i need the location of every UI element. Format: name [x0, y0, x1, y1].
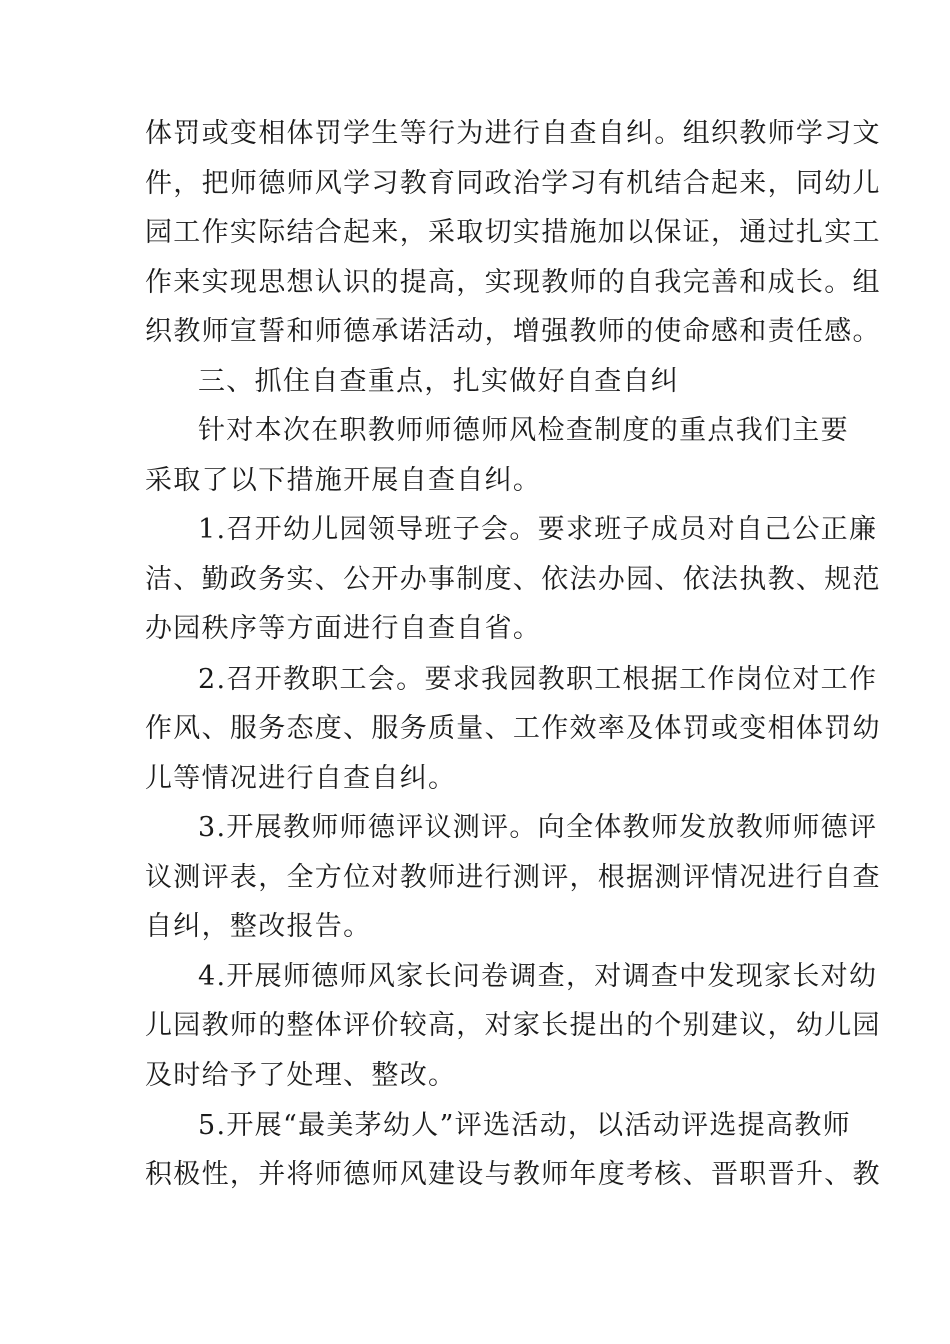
text-line: 洁、勤政务实、公开办事制度、依法办园、依法执教、规范	[145, 564, 881, 595]
text-line: 自纠，整改报告。	[145, 911, 372, 942]
text-line: 儿等情况进行自查自纠。	[145, 763, 457, 794]
text-line: 针对本次在职教师师德师风检查制度的重点我们主要	[198, 415, 849, 446]
list-item-3: 3.开展教师师德评议测评。向全体教师发放教师师德评	[198, 812, 878, 843]
text-line: 织教师宣誓和师德承诺活动，增强教师的使命感和责任感。	[145, 316, 881, 347]
list-item-1: 1.召开幼儿园领导班子会。要求班子成员对自己公正廉	[198, 514, 878, 545]
section-heading: 三、抓住自查重点，扎实做好自查自纠	[198, 366, 680, 397]
text-line: 作来实现思想认识的提高，实现教师的自我完善和成长。组	[145, 267, 881, 298]
text-line: 作风、服务态度、服务质量、工作效率及体罚或变相体罚幼	[145, 713, 881, 744]
list-item-5: 5.开展“最美茅幼人”评选活动，以活动评选提高教师	[198, 1110, 851, 1141]
text-line: 采取了以下措施开展自查自纠。	[145, 465, 542, 496]
text-line: 件，把师德师风学习教育同政治学习有机结合起来，同幼儿	[145, 168, 881, 199]
text-line: 园工作实际结合起来，采取切实措施加以保证，通过扎实工	[145, 217, 881, 248]
text-line: 办园秩序等方面进行自查自省。	[145, 613, 542, 644]
list-item-4: 4.开展师德师风家长问卷调查，对调查中发现家长对幼	[198, 961, 878, 992]
text-line: 儿园教师的整体评价较高，对家长提出的个别建议，幼儿园	[145, 1010, 881, 1041]
text-line: 及时给予了处理、整改。	[145, 1060, 457, 1091]
text-line: 议测评表，全方位对教师进行测评，根据测评情况进行自查	[145, 862, 881, 893]
text-line: 积极性，并将师德师风建设与教师年度考核、晋职晋升、教	[145, 1159, 881, 1190]
list-item-2: 2.召开教职工会。要求我园教职工根据工作岗位对工作	[198, 664, 878, 695]
text-line: 体罚或变相体罚学生等行为进行自查自纠。组织教师学习文	[145, 118, 881, 149]
